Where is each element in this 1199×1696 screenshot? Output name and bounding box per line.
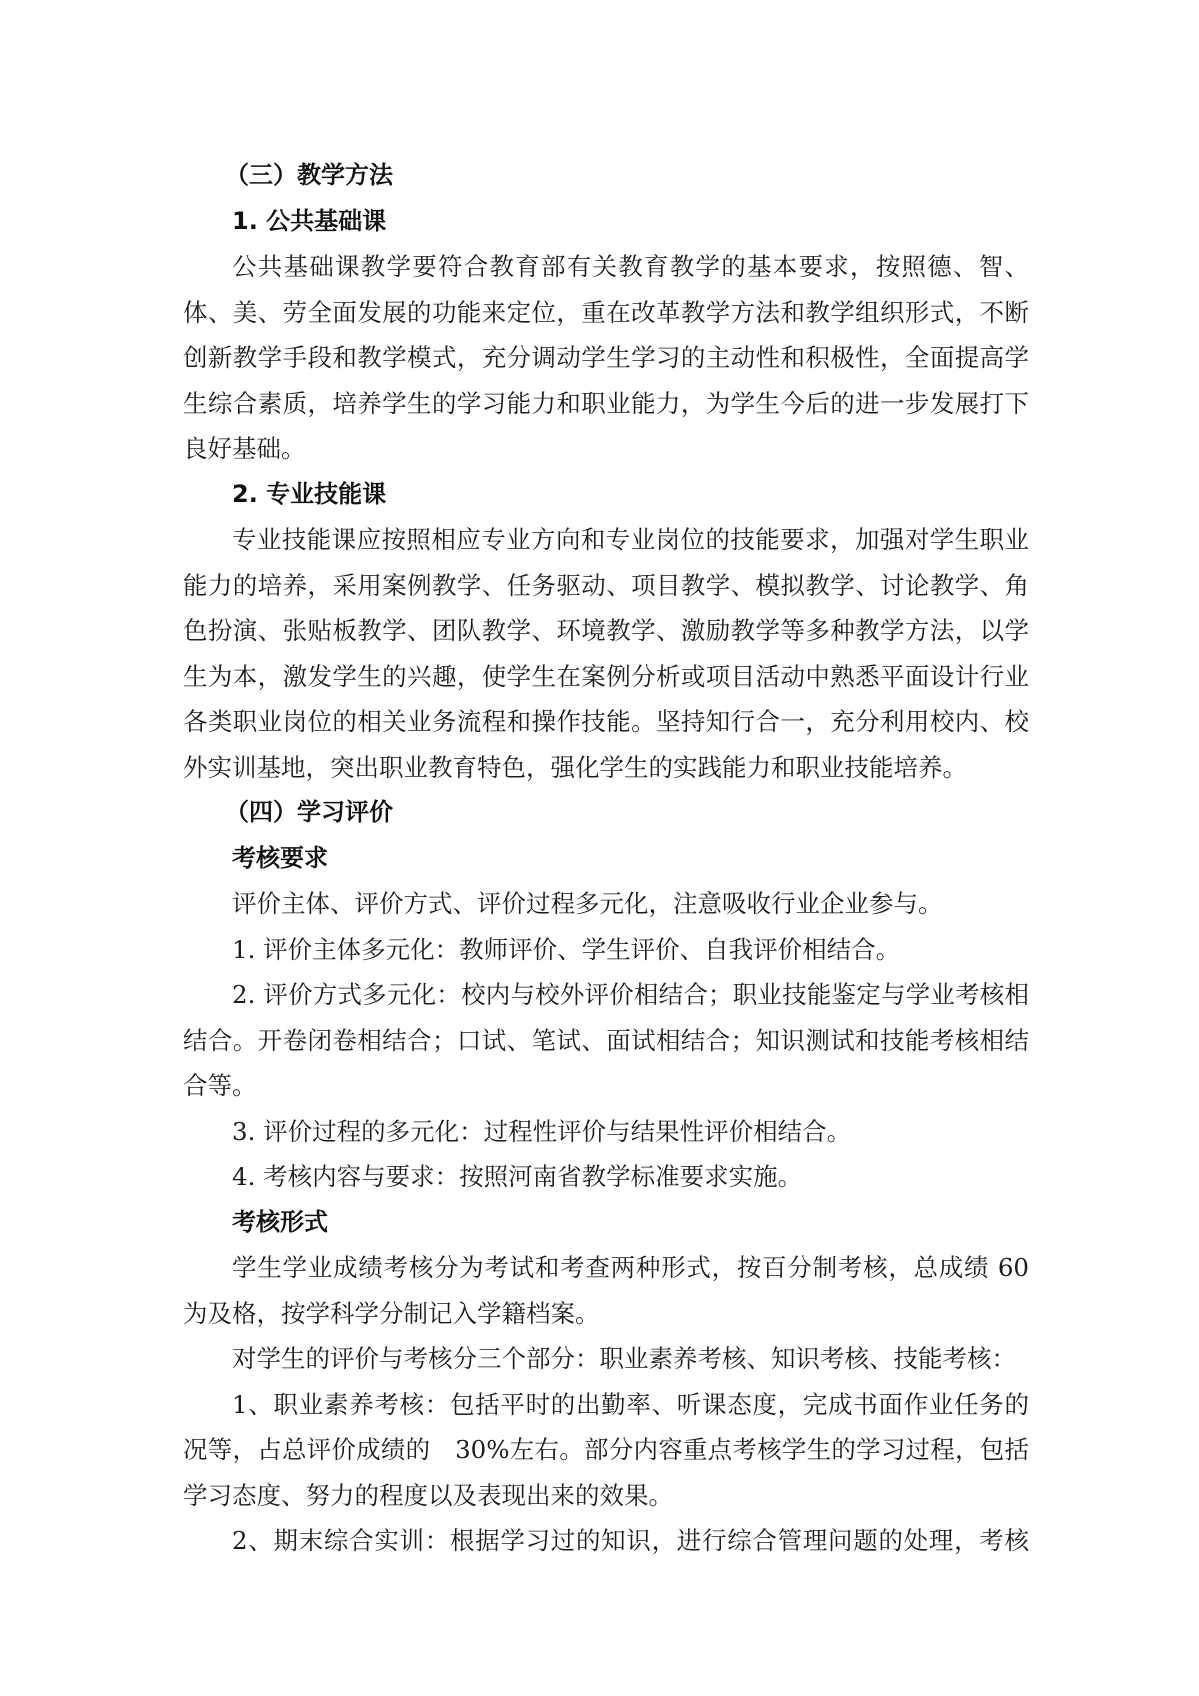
paragraph-line: 况等，占总评价成绩的 30%左右。部分内容重点考核学生的学习过程，包括 — [183, 1435, 1029, 1464]
paragraph-line: 学生学业成绩考核分为考试和考查两种形式，按百分制考核，总成绩 60 — [232, 1253, 1029, 1282]
paragraph-line: 结合。开卷闭卷相结合；口试、笔试、面试相结合；知识测试和技能考核相结 — [183, 1025, 1029, 1055]
subheading-professional-skill-course: 2. 专业技能课 — [232, 479, 387, 508]
paragraph-line: 体、美、劳全面发展的功能来定位，重在改革教学方法和教学组织形式，不断 — [183, 297, 1029, 327]
paragraph-line: 对学生的评价与考核分三个部分：职业素养考核、知识考核、技能考核： — [232, 1344, 1016, 1373]
subheading-public-basic-course: 1. 公共基础课 — [232, 206, 387, 235]
subheading-assessment-form: 考核形式 — [232, 1207, 328, 1236]
paragraph-line: 为及格，按学科学分制记入学籍档案。 — [183, 1298, 600, 1328]
list-item-line: 2. 评价方式多元化：校内与校外评价相结合；职业技能鉴定与学业考核相 — [232, 980, 1029, 1009]
section-heading-teaching-methods: （三）教学方法 — [225, 161, 393, 189]
subheading-assessment-requirements: 考核要求 — [232, 843, 328, 872]
paragraph-line: 评价主体、评价方式、评价过程多元化，注意吸收行业企业参与。 — [232, 889, 943, 918]
paragraph-line: 学习态度、努力的程度以及表现出来的效果。 — [183, 1480, 673, 1510]
list-item-line: 3. 评价过程的多元化：过程性评价与结果性评价相结合。 — [232, 1116, 852, 1146]
paragraph-line: 合等。 — [183, 1071, 257, 1100]
paragraph-line: 公共基础课教学要符合教育部有关教育教学的基本要求，按照德、智、 — [232, 252, 1029, 281]
section-heading-learning-evaluation: （四）学习评价 — [225, 798, 393, 826]
paragraph-line: 良好基础。 — [183, 434, 306, 463]
list-item-line: 4. 考核内容与要求：按照河南省教学标准要求实施。 — [232, 1162, 803, 1191]
paragraph-line: 能力的培养，采用案例教学、任务驱动、项目教学、模拟教学、讨论教学、角 — [183, 570, 1029, 600]
paragraph-line: 外实训基地，突出职业教育特色，强化学生的实践能力和职业技能培养。 — [183, 752, 967, 782]
document-body — [183, 153, 1029, 1564]
list-item-line: 1、职业素养考核：包括平时的出勤率、听课态度，完成书面作业任务的 — [232, 1389, 1029, 1419]
list-item-line: 2、期末综合实训：根据学习过的知识，进行综合管理问题的处理，考核 — [232, 1526, 1029, 1555]
paragraph-line: 创新教学手段和教学模式，充分调动学生学习的主动性和积极性，全面提高学 — [183, 343, 1029, 372]
paragraph-line: 色扮演、张贴板教学、团队教学、环境教学、激励教学等多种教学方法，以学 — [183, 616, 1029, 645]
paragraph-line: 生综合素质，培养学生的学习能力和职业能力，为学生今后的进一步发展打下 — [183, 388, 1029, 418]
paragraph-line: 各类职业岗位的相关业务流程和操作技能。坚持知行合一，充分利用校内、校 — [183, 707, 1029, 736]
paragraph-line: 生为本，激发学生的兴趣，使学生在案例分析或项目活动中熟悉平面设计行业 — [183, 661, 1029, 691]
list-item-line: 1. 评价主体多元化：教师评价、学生评价、自我评价相结合。 — [232, 934, 901, 964]
paragraph-line: 专业技能课应按照相应专业方向和专业岗位的技能要求，加强对学生职业 — [232, 525, 1029, 554]
